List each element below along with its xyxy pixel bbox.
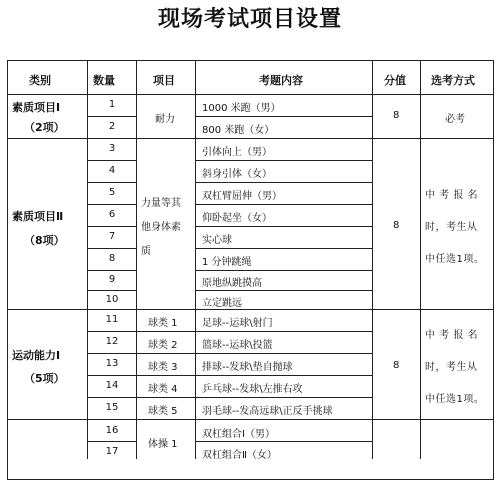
category-label: 素质项目Ⅱ [12,210,64,223]
content-item: 1 分钟跳绳 [202,257,252,268]
category-count: （2项） [24,121,65,134]
content-item: 仰卧起坐（女） [202,213,272,224]
divider [87,204,136,205]
row-number: 15 [105,402,119,413]
content-item: 原地纵跳摸高 [202,278,262,289]
content-item: 篮球--运球\投篮 [202,340,273,351]
divider [195,204,372,205]
project-label: 力量等其 [141,198,181,209]
content-item: 乒乓球--发球\左推右攻 [202,384,303,395]
content-item: 引体向上（男） [202,147,272,158]
row-number: 3 [108,143,116,154]
method-text: 时，考生从 [425,222,478,233]
divider [87,226,136,227]
header-method: 选考方式 [431,74,475,87]
divider [87,290,136,291]
content-item: 1000 米跑（男） [202,103,281,114]
row-number: 6 [108,209,116,220]
score-value: 8 [393,220,400,231]
content-item: 800 米跑（女） [202,125,275,136]
divider [195,60,196,459]
divider [195,248,372,249]
method-text: 中任选1项。 [425,254,485,265]
row-number: 10 [105,294,119,305]
content-item: 双杠组合Ⅰ（男） [202,429,275,440]
divider [195,226,372,227]
method-text: 中 考 报 名 [425,330,479,341]
project-label: 球类 5 [148,406,178,417]
category-count: （5项） [24,372,65,385]
header-content: 考题内容 [259,74,303,87]
row-number: 5 [108,187,116,198]
row-number: 14 [105,380,119,391]
content-item: 双杠组合Ⅱ（女） [202,450,277,461]
divider [87,160,136,161]
score-value: 8 [393,110,400,121]
score-value: 8 [393,360,400,371]
project-label: 球类 2 [148,340,178,351]
content-item: 双杠臂屈伸（男） [202,191,282,202]
divider [87,353,372,354]
content-item: 羽毛球--发高远球\正反手挑球 [202,406,333,417]
header-project: 项目 [153,74,175,87]
divider [87,397,372,398]
method-text: 中 考 报 名 [425,190,479,201]
divider [87,375,372,376]
content-item: 足球--运球\射门 [202,318,273,329]
content-item: 斜身引体（女） [202,169,272,180]
row-number: 7 [108,231,116,242]
category-label: 运动能力Ⅰ [12,349,61,362]
divider [87,116,136,117]
row-number: 13 [105,358,119,369]
page-title: 现场考试项目设置 [157,7,342,32]
divider [87,270,136,271]
category-label: 素质项目Ⅰ [12,101,61,114]
divider [372,60,373,459]
row-number: 11 [105,314,119,325]
row-number: 8 [108,253,116,264]
project-label: 球类 1 [148,318,178,329]
row-number: 9 [108,274,116,285]
content-item: 实心球 [202,235,232,246]
divider [87,182,136,183]
method-text: 时，考生从 [425,362,478,373]
project-label: 耐力 [155,114,175,125]
divider [195,182,372,183]
row-number: 16 [105,425,119,436]
project-label: 体操 1 [148,439,178,450]
project-label: 他身体素 [141,222,181,233]
project-label: 球类 4 [148,384,178,395]
divider [7,419,494,420]
divider [87,248,136,249]
row-number: 12 [105,336,119,347]
divider [87,441,136,442]
divider [195,290,372,291]
content-item: 排球--发球\垫自抛球 [202,362,293,373]
row-number: 4 [108,165,116,176]
divider [7,138,494,139]
content-item: 立定跳远 [202,298,242,309]
divider [195,270,372,271]
header-count: 数量 [93,74,115,87]
row-number: 2 [108,121,116,132]
divider [7,309,494,310]
method-text: 中任选1项。 [425,394,485,405]
row-number: 17 [105,446,119,457]
divider [195,160,372,161]
category-count: （8项） [24,234,65,247]
method-text: 必考 [445,114,465,125]
project-label: 球类 3 [148,362,178,373]
row-number: 1 [108,99,116,110]
header-category: 类别 [29,74,51,87]
header-score: 分值 [384,74,406,87]
divider [87,331,372,332]
divider [195,116,372,117]
divider [7,94,494,95]
project-label: 质 [141,246,151,257]
divider [420,60,421,459]
divider [195,441,372,442]
